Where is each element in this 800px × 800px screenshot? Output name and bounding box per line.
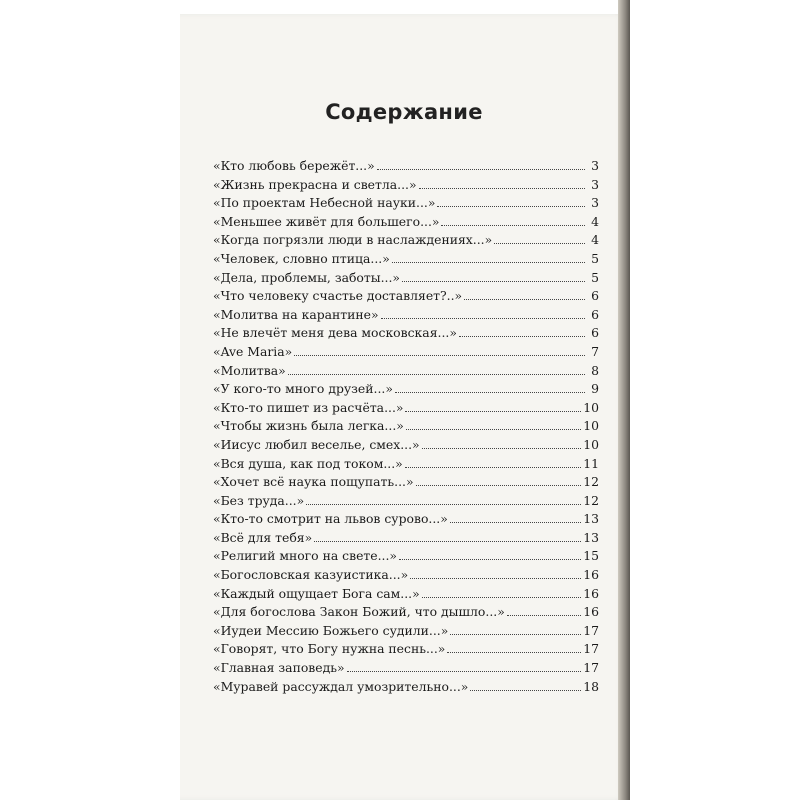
dot-leader [450, 521, 581, 523]
dot-leader [392, 261, 585, 263]
toc-entry [213, 325, 599, 344]
toc-entry-page-number: 3 [591, 158, 599, 173]
toc-entry-title: «У кого-то много друзей...» [213, 381, 393, 397]
toc-entry-title: «Говорят, что Богу нужна песнь...» [213, 641, 446, 657]
dot-leader [314, 540, 581, 542]
toc-entry [213, 586, 599, 605]
toc-entry [213, 679, 599, 698]
toc-entry [213, 660, 599, 679]
toc-entry-page-number: 18 [583, 678, 599, 694]
dot-leader [459, 335, 585, 337]
dot-leader [395, 391, 585, 393]
dot-leader [288, 373, 585, 375]
dot-leader [464, 298, 585, 300]
toc-entry-title: «Иудеи Мессию Божьего судили...» [213, 622, 449, 638]
toc-entry-title: «Иисус любил веселье, смех...» [213, 436, 420, 452]
dot-leader [405, 466, 581, 468]
toc-entry [213, 251, 599, 270]
toc-entry-page-number: 3 [591, 176, 599, 192]
dot-leader [402, 280, 585, 282]
toc-entry-title: «Чтобы жизнь была легка...» [213, 418, 404, 434]
toc-entry-page-number: 6 [591, 288, 599, 304]
toc-entry-title: «Что человеку счастье доставляет?..» [213, 288, 463, 304]
toc-entry [213, 214, 599, 233]
dot-leader [447, 651, 581, 653]
dot-leader [399, 558, 581, 560]
dot-leader [377, 168, 585, 170]
toc-entry-title: «Для богослова Закон Божий, что дышло...» [213, 604, 505, 620]
dot-leader [422, 596, 582, 598]
toc-entry [213, 381, 599, 400]
toc-entry-page-number: 12 [583, 474, 599, 490]
toc-entry-page-number: 13 [583, 529, 599, 545]
toc-entry-title: «Всё для тебя» [213, 529, 313, 545]
toc-entry-page-number: 9 [591, 381, 599, 397]
toc-entry-page-number: 4 [591, 213, 599, 229]
toc-entry-page-number: 16 [583, 585, 599, 601]
toc-entry-title: «Кто-то смотрит на львов сурово...» [213, 511, 448, 527]
toc-entry-page-number: 6 [591, 325, 599, 341]
toc-entry [213, 623, 599, 642]
toc-entry-page-number: 17 [583, 641, 599, 657]
toc-entry-title: «Главная заповедь» [213, 660, 345, 676]
toc-entry-title: «Меньшее живёт для большего...» [213, 213, 440, 229]
toc-entry-title: «Молитва» [213, 362, 286, 378]
toc-entry-title: «Человек, словно птица...» [213, 250, 390, 266]
toc-entry [213, 177, 599, 196]
dot-leader [381, 317, 585, 319]
toc-entry-page-number: 10 [583, 436, 599, 452]
toc-entry-page-number: 16 [583, 604, 599, 620]
toc-entry [213, 474, 599, 493]
toc-entry [213, 400, 599, 419]
toc-entry-title: «Дела, проблемы, заботы...» [213, 269, 400, 285]
toc-entry-page-number: 10 [583, 399, 599, 415]
table-of-contents [213, 158, 599, 697]
toc-entry-page-number: 17 [583, 622, 599, 638]
dot-leader [437, 205, 585, 207]
dot-leader [405, 410, 581, 412]
toc-entry-title: «Кто любовь бережёт...» [213, 158, 375, 173]
toc-entry-title: «Вся душа, как под током...» [213, 455, 403, 471]
toc-entry [213, 232, 599, 251]
dot-leader [507, 614, 581, 616]
dot-leader [422, 447, 582, 449]
toc-entry-title: «Богословская казуистика...» [213, 567, 409, 583]
toc-entry-title: «Муравей рассуждал умозрительно...» [213, 678, 469, 694]
toc-entry-title: «По проектам Небесной науки...» [213, 195, 436, 211]
toc-entry-page-number: 12 [583, 492, 599, 508]
toc-entry [213, 641, 599, 660]
toc-entry-page-number: 15 [583, 548, 599, 564]
dot-leader [294, 354, 585, 356]
dot-leader [347, 670, 582, 672]
toc-entry [213, 418, 599, 437]
toc-entry-page-number: 4 [591, 232, 599, 248]
toc-entry [213, 307, 599, 326]
toc-entry-page-number: 7 [591, 343, 599, 359]
toc-entry [213, 270, 599, 289]
toc-entry-title: «Хочет всё наука пощупать...» [213, 474, 414, 490]
dot-leader [419, 187, 585, 189]
toc-entry-title: «Религий много на свете...» [213, 548, 397, 564]
page-title: Содержание [325, 100, 483, 124]
toc-entry [213, 456, 599, 475]
toc-entry [213, 344, 599, 363]
dot-leader [450, 633, 581, 635]
toc-entry [213, 530, 599, 549]
dot-leader [410, 577, 581, 579]
toc-entry [213, 548, 599, 567]
dot-leader [306, 503, 581, 505]
toc-entry [213, 604, 599, 623]
toc-entry-title: «Когда погрязли люди в наслаждениях...» [213, 232, 493, 248]
toc-entry-page-number: 8 [591, 362, 599, 378]
dot-leader [494, 242, 585, 244]
toc-entry [213, 158, 599, 177]
toc-entry-page-number: 10 [583, 418, 599, 434]
dot-leader [416, 484, 582, 486]
dot-leader [470, 689, 581, 691]
toc-entry-page-number: 3 [591, 195, 599, 211]
toc-entry-page-number: 13 [583, 511, 599, 527]
toc-entry [213, 288, 599, 307]
toc-entry [213, 567, 599, 586]
toc-entry-title: «Жизнь прекрасна и светла...» [213, 176, 417, 192]
toc-entry-title: «Без труда...» [213, 492, 305, 508]
toc-entry [213, 195, 599, 214]
dot-leader [406, 428, 581, 430]
toc-entry [213, 511, 599, 530]
toc-entry-title: «Ave Maria» [213, 343, 293, 359]
toc-entry [213, 363, 599, 382]
toc-entry-page-number: 16 [583, 567, 599, 583]
toc-entry [213, 437, 599, 456]
toc-entry-page-number: 11 [583, 455, 599, 471]
toc-entry-title: «Не влечёт меня дева московская...» [213, 325, 457, 341]
toc-entry-title: «Кто-то пишет из расчёта...» [213, 399, 404, 415]
toc-entry-page-number: 17 [583, 660, 599, 676]
toc-entry-title: «Каждый ощущает Бога сам...» [213, 585, 420, 601]
dot-leader [441, 224, 585, 226]
toc-entry-title: «Молитва на карантине» [213, 306, 379, 322]
toc-entry-page-number: 5 [591, 269, 599, 285]
toc-entry-page-number: 6 [591, 306, 599, 322]
toc-entry-page-number: 5 [591, 250, 599, 266]
toc-entry [213, 493, 599, 512]
